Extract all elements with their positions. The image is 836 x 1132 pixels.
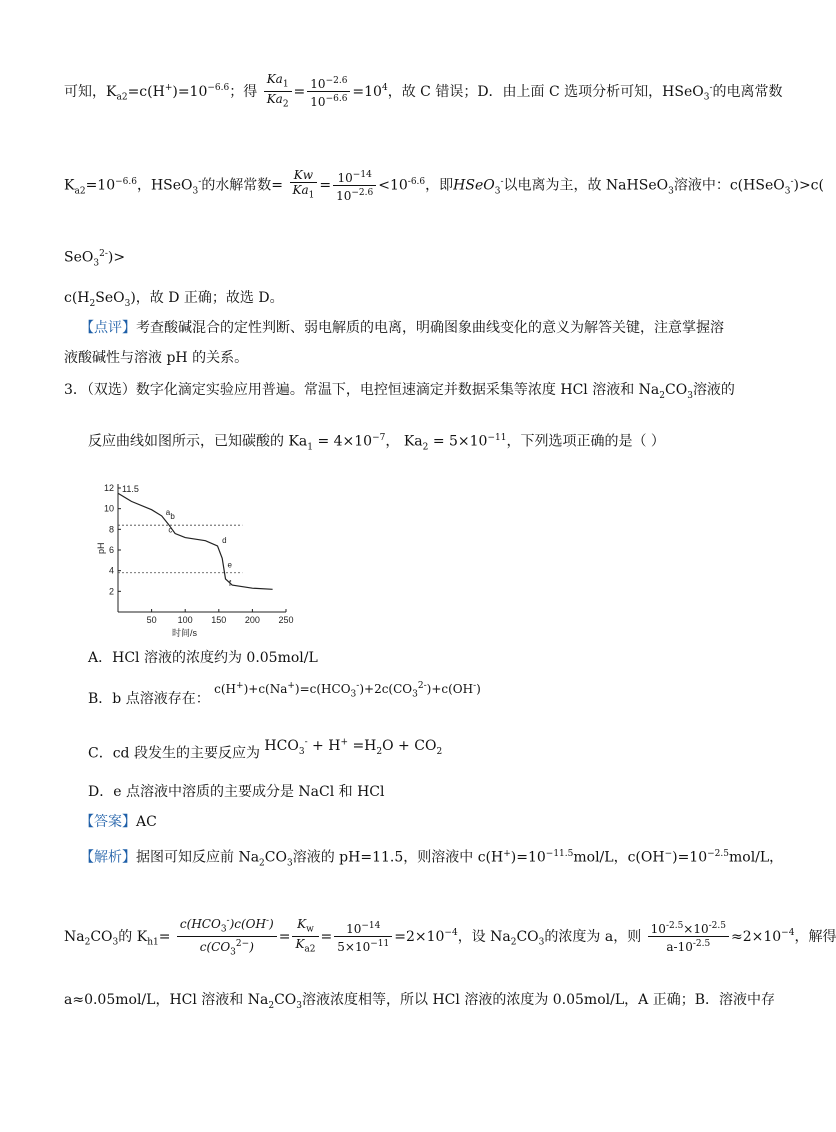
eq-part: )+2c(CO — [359, 682, 413, 696]
text-segment: ≈2×10 — [730, 928, 782, 945]
subscript: 3 — [412, 689, 418, 700]
superscript: −7 — [372, 433, 386, 443]
text-segment: )> — [107, 249, 126, 266]
subscript: 2 — [282, 99, 289, 110]
subscript: 3 — [93, 258, 100, 269]
superscript: −2.5 — [707, 849, 729, 859]
y-tick-label: 6 — [108, 545, 114, 555]
subscript: 2 — [259, 858, 265, 869]
x-tick-label: 100 — [177, 615, 193, 625]
text-segment: ，故 C 错误；D．由上面 C 选项分析可知， — [387, 83, 663, 100]
text-segment: ；得 — [229, 83, 258, 100]
subscript: 3 — [220, 924, 227, 935]
point-label-c: c — [168, 525, 173, 535]
frac-numerator: 10 — [346, 922, 362, 937]
y-tick-label: 4 — [108, 565, 114, 576]
subscript: 2 — [84, 937, 91, 948]
option-c-equation — [264, 737, 443, 757]
x-axis-label: 时间/s — [172, 628, 198, 638]
superscript: - — [265, 916, 270, 926]
fraction-kw-ka2 — [292, 917, 318, 957]
text-segment: CO — [274, 992, 297, 1008]
frac-numerator: 10 — [310, 77, 326, 92]
answer-tag: 【答案】 — [80, 814, 136, 830]
option-text: C．cd 段发生的主要反应为 — [88, 745, 260, 762]
x-tick-label: 200 — [244, 615, 260, 625]
subscript: 3 — [296, 1000, 303, 1011]
subscript: 1 — [308, 190, 315, 201]
fraction-powers — [307, 74, 350, 109]
superscript: −6.6 — [325, 94, 348, 105]
superscript: -2.5 — [692, 939, 711, 950]
option-a — [88, 648, 318, 668]
option-text: A．HCl 溶液的浓度约为 0.05mol/L — [88, 650, 318, 666]
subscript: 3 — [286, 858, 293, 869]
fraction-values — [334, 919, 392, 954]
text-segment: 溶液的 pH=11.5，则溶液中 c(H — [292, 849, 504, 866]
formula-hseo3: HSeO — [150, 177, 193, 194]
x-tick-label: 150 — [211, 615, 227, 625]
eq-part: )+c(OH — [426, 682, 474, 696]
text-segment: =10 — [85, 177, 116, 194]
frac-denominator: K — [295, 937, 305, 952]
answer-text: AC — [136, 814, 157, 830]
question-3-line-2 — [88, 428, 665, 457]
text-segment: a≈0.05mol/L，HCl 溶液和 Na — [64, 992, 269, 1008]
text-segment: 的电离常数 — [712, 83, 783, 100]
analysis-line-3 — [64, 244, 125, 273]
superscript: + — [287, 681, 295, 691]
eq-part: c(H — [214, 682, 237, 696]
text-segment: )，故 D 正确；故选 D。 — [130, 290, 284, 306]
formula-seo3: SeO — [64, 249, 94, 266]
analysis-q3-kh-line: $Na_2CO_3$的 $K_{h1}=$ $\frac{c(HCO_3^-)c(OH^-)}{c(CO_3^{2-})}$ = $\frac{K_w}{K_{a2}}$ = $\frac{10^{-14}}{5\times 10^{-11}}$ $=2\times 10^{-4}$，设 $Na_2CO_3$的浓度为 a，则 $\frac{10^{-2.5}\times 10^{-2.5}}{a-10^{-2.5}}$ $\approx 2\times 10^{-4}$，解得 — [64, 916, 836, 958]
question-3-line-1 — [64, 380, 735, 406]
fraction-powers-2 — [333, 168, 376, 203]
subscript: 1 — [282, 79, 289, 90]
subscript: 2 — [89, 298, 96, 309]
superscript: - — [304, 737, 308, 747]
subscript: 3 — [703, 92, 710, 103]
question-text: CO — [665, 382, 688, 398]
superscript: −6.6 — [207, 83, 230, 94]
superscript: - — [198, 176, 202, 187]
frac-numerator: 10 — [650, 922, 666, 937]
text-segment: )>c( — [793, 177, 824, 194]
frac-numerator: ) — [269, 917, 274, 931]
fraction-ka1-ka2 — [264, 72, 292, 112]
question-text: ，下列选项正确的是（ ） — [506, 433, 665, 450]
subscript: 3 — [124, 298, 131, 309]
text-segment: mol/L， — [728, 849, 784, 866]
comment-text: 液酸碱性与溶液 pH 的关系。 — [64, 350, 249, 366]
question-text: 溶液的 — [692, 382, 735, 398]
subscript: 2 — [659, 390, 665, 401]
y-axis-label: pH — [96, 542, 106, 554]
option-b-equation — [214, 681, 481, 700]
subscript: 3 — [298, 746, 305, 757]
superscript: -2.5 — [665, 921, 684, 932]
option-text: D．e 点溶液中溶质的主要成分是 NaCl 和 HCl — [88, 784, 385, 800]
text-segment: 的 K — [118, 928, 148, 945]
text-segment: 溶液中：c( — [673, 177, 744, 194]
text-segment: <10 — [378, 177, 408, 194]
superscript: −6.6 — [115, 176, 137, 187]
x-tick-label: 250 — [278, 615, 294, 625]
text-segment: = — [158, 928, 171, 945]
superscript: + — [164, 83, 173, 94]
y-tick-label: 10 — [103, 503, 114, 514]
frac-numerator: Ka — [266, 72, 283, 86]
option-c — [88, 737, 443, 769]
subscript: 3 — [687, 390, 693, 401]
eq-part: ) — [476, 682, 481, 696]
frac-denominator: a-10 — [666, 940, 693, 955]
superscript: −11 — [370, 939, 390, 950]
frac-numerator: 10 — [337, 171, 353, 185]
text-segment: 溶液浓度相等，所以 HCl 溶液的浓度为 0.05mol/L，A 正确；B．溶液中存 — [302, 992, 775, 1008]
subscript: a2 — [74, 186, 86, 197]
text-segment: 可知，K — [64, 83, 117, 100]
text-segment: ， — [136, 177, 151, 194]
option-d — [88, 782, 385, 802]
text-segment: SeO — [95, 290, 125, 306]
formula-ka1: Ka — [288, 433, 308, 450]
subscript: 2 — [510, 937, 517, 948]
superscript: - — [500, 176, 504, 187]
superscript: + — [236, 681, 244, 691]
point-label-e: e — [227, 560, 232, 570]
ph-curve — [118, 493, 273, 589]
eq-part: + H — [307, 737, 341, 754]
frac-denominator: ) — [249, 940, 254, 955]
subscript: 2 — [268, 1000, 275, 1011]
titration-chart-svg — [96, 480, 296, 640]
superscript: - — [790, 176, 794, 187]
frac-numerator: ×10 — [683, 922, 709, 937]
superscript: −11.5 — [545, 849, 574, 859]
text-segment: 以电离为主，故 NaHSeO — [503, 177, 669, 194]
fraction-kh1 — [177, 914, 277, 960]
point-label-a: a — [165, 507, 171, 517]
option-text: B．b 点溶液存在： — [88, 691, 210, 707]
eq-part: )+c(Na — [243, 682, 288, 696]
subscript: 3 — [538, 937, 545, 948]
subscript: 2 — [422, 442, 429, 453]
subscript: 2 — [436, 746, 443, 757]
y-tick-label: 12 — [103, 483, 114, 493]
analysis-line-4 — [64, 288, 284, 314]
analysis-q3-line-1 — [80, 844, 783, 873]
text-segment: 的浓度为 a，则 — [544, 928, 642, 945]
subscript: h1 — [147, 937, 159, 948]
subscript: 3 — [192, 186, 199, 197]
superscript: -6.6 — [407, 176, 426, 187]
frac-denominator: 10 — [310, 95, 326, 110]
subscript: w — [306, 924, 314, 935]
eq-part: HCO — [264, 737, 299, 754]
comment-line-2 — [64, 348, 248, 368]
subscript: a2 — [304, 944, 316, 955]
superscript: 2- — [99, 249, 108, 259]
y-tick-label: 2 — [108, 586, 114, 597]
text-segment: =2×10 — [394, 928, 445, 945]
subscript: 3 — [668, 186, 674, 197]
text-segment: Na — [64, 928, 85, 945]
analysis-line-1: 可知，$K_{a2}=c(H^+)=10^{-6.6}$；得 $\frac{Ka_1}{Ka_2}$ = $\frac{10^{-2.6}}{10^{-6.6}}$ $=10^4$，故 C 错误；D．由上面 C 选项分析可知，HSeO$_3$-的电离常数 — [64, 72, 783, 110]
text-segment: 据图可知反应前 Na — [136, 849, 260, 866]
text-segment: K — [64, 177, 75, 194]
formula-hseo3: HSeO — [743, 177, 785, 194]
subscript: 1 — [307, 442, 313, 453]
text-segment: CO — [264, 849, 287, 866]
text-segment: ，即 — [425, 177, 454, 194]
question-text: 3．（双选）数字化滴定实验应用普遍。常温下，电控恒速滴定并数据采集等浓度 HCl 溶液和 Na — [64, 382, 660, 398]
text-segment: )=10 — [510, 849, 546, 866]
superscript: - — [226, 916, 230, 926]
superscript: −2.6 — [351, 188, 374, 198]
superscript: - — [473, 681, 477, 691]
superscript: −14 — [352, 170, 372, 180]
subscript: 3 — [494, 186, 501, 197]
frac-numerator: K — [297, 917, 307, 931]
answer-line — [80, 812, 157, 832]
y-tick-label: 8 — [108, 524, 114, 535]
superscript: 4 — [381, 83, 388, 94]
text-segment: =c(H — [127, 83, 165, 100]
eq-part: O + CO — [382, 737, 437, 754]
analysis-q3-last-line — [64, 990, 775, 1016]
subscript: 3 — [350, 689, 357, 700]
superscript: −4 — [444, 928, 458, 939]
eq-part: =H — [348, 737, 377, 754]
analysis-tag: 【解析】 — [80, 849, 136, 866]
superscript: −2.6 — [325, 76, 348, 87]
superscript: −14 — [361, 921, 381, 932]
frac-denominator: 10 — [336, 189, 352, 203]
point-label-d: d — [222, 535, 227, 545]
formula-ka2: Ka — [403, 433, 423, 450]
eq-part: )=c(HCO — [294, 682, 351, 696]
x-tick-label: 50 — [146, 615, 157, 625]
superscript: + — [340, 737, 348, 747]
comment-tag: 【点评】 — [80, 320, 136, 336]
start-value-label: 11.5 — [122, 484, 139, 494]
subscript: 2 — [376, 746, 383, 757]
frac-numerator: Kw — [293, 168, 314, 183]
text-segment: mol/L，c(OH — [573, 849, 665, 866]
comment-text: 考查酸碱混合的定性判断、弱电解质的电离，明确图象曲线变化的意义为解答关键，注意掌握溶 — [136, 320, 724, 336]
frac-denominator: 5×10 — [337, 940, 371, 955]
formula-italic: HSeO — [453, 177, 495, 194]
text-segment: )=10 — [672, 849, 708, 866]
superscript: - — [356, 681, 360, 691]
frac-denominator: Ka — [292, 183, 309, 198]
superscript: 2− — [235, 939, 250, 950]
text-segment: =10 — [352, 83, 382, 100]
superscript: - — [709, 83, 713, 94]
superscript: −11 — [487, 433, 507, 443]
frac-denominator: Ka — [266, 92, 283, 107]
superscript: -2.5 — [708, 921, 726, 932]
formula-hseo3: HSeO — [662, 83, 704, 100]
frac-numerator: )c(OH — [229, 917, 266, 931]
subscript: 3 — [230, 947, 236, 958]
superscript: + — [503, 849, 511, 859]
text-segment: ，解得 — [794, 928, 836, 945]
comment-line-1 — [80, 318, 724, 338]
text-segment: ， — [385, 433, 400, 450]
titration-chart — [96, 480, 296, 640]
text-segment: CO — [516, 928, 539, 945]
point-label-b: b — [170, 512, 175, 521]
point-label-f: f — [228, 579, 232, 589]
frac-numerator: c(HCO — [179, 917, 221, 931]
fraction-kw-ka1 — [290, 168, 318, 202]
analysis-line-2: $K_{a2}=10^{-6.6}$，HSeO$_3$-的水解常数= $\frac{Kw}{Ka_1}$ = $\frac{10^{-14}}{10^{-2.6}}$ $<10^{-6.6}$，即HSeO$_3$-以电离为主，故 NaHSeO$_3$溶液中：c(HSeO$_3$-)>c( — [64, 168, 824, 203]
text-segment: = 4×10 — [313, 433, 373, 450]
text-segment: = 5×10 — [428, 433, 488, 450]
superscript: 2- — [417, 681, 427, 691]
text-segment: ，设 Na — [457, 928, 511, 945]
text-segment: 的水解常数= — [201, 177, 284, 194]
question-text: 反应曲线如图所示，已知碳酸的 — [88, 433, 284, 450]
superscript: − — [664, 849, 673, 859]
subscript: 3 — [112, 937, 119, 948]
text-segment: c(H — [64, 290, 90, 306]
option-b — [88, 681, 481, 714]
text-segment: )=10 — [172, 83, 208, 100]
subscript: 3 — [784, 186, 791, 197]
superscript: −4 — [781, 928, 795, 939]
fraction-a — [648, 919, 729, 954]
subscript: a2 — [116, 92, 128, 103]
text-segment: CO — [90, 928, 113, 945]
frac-denominator: c(CO — [199, 940, 231, 955]
